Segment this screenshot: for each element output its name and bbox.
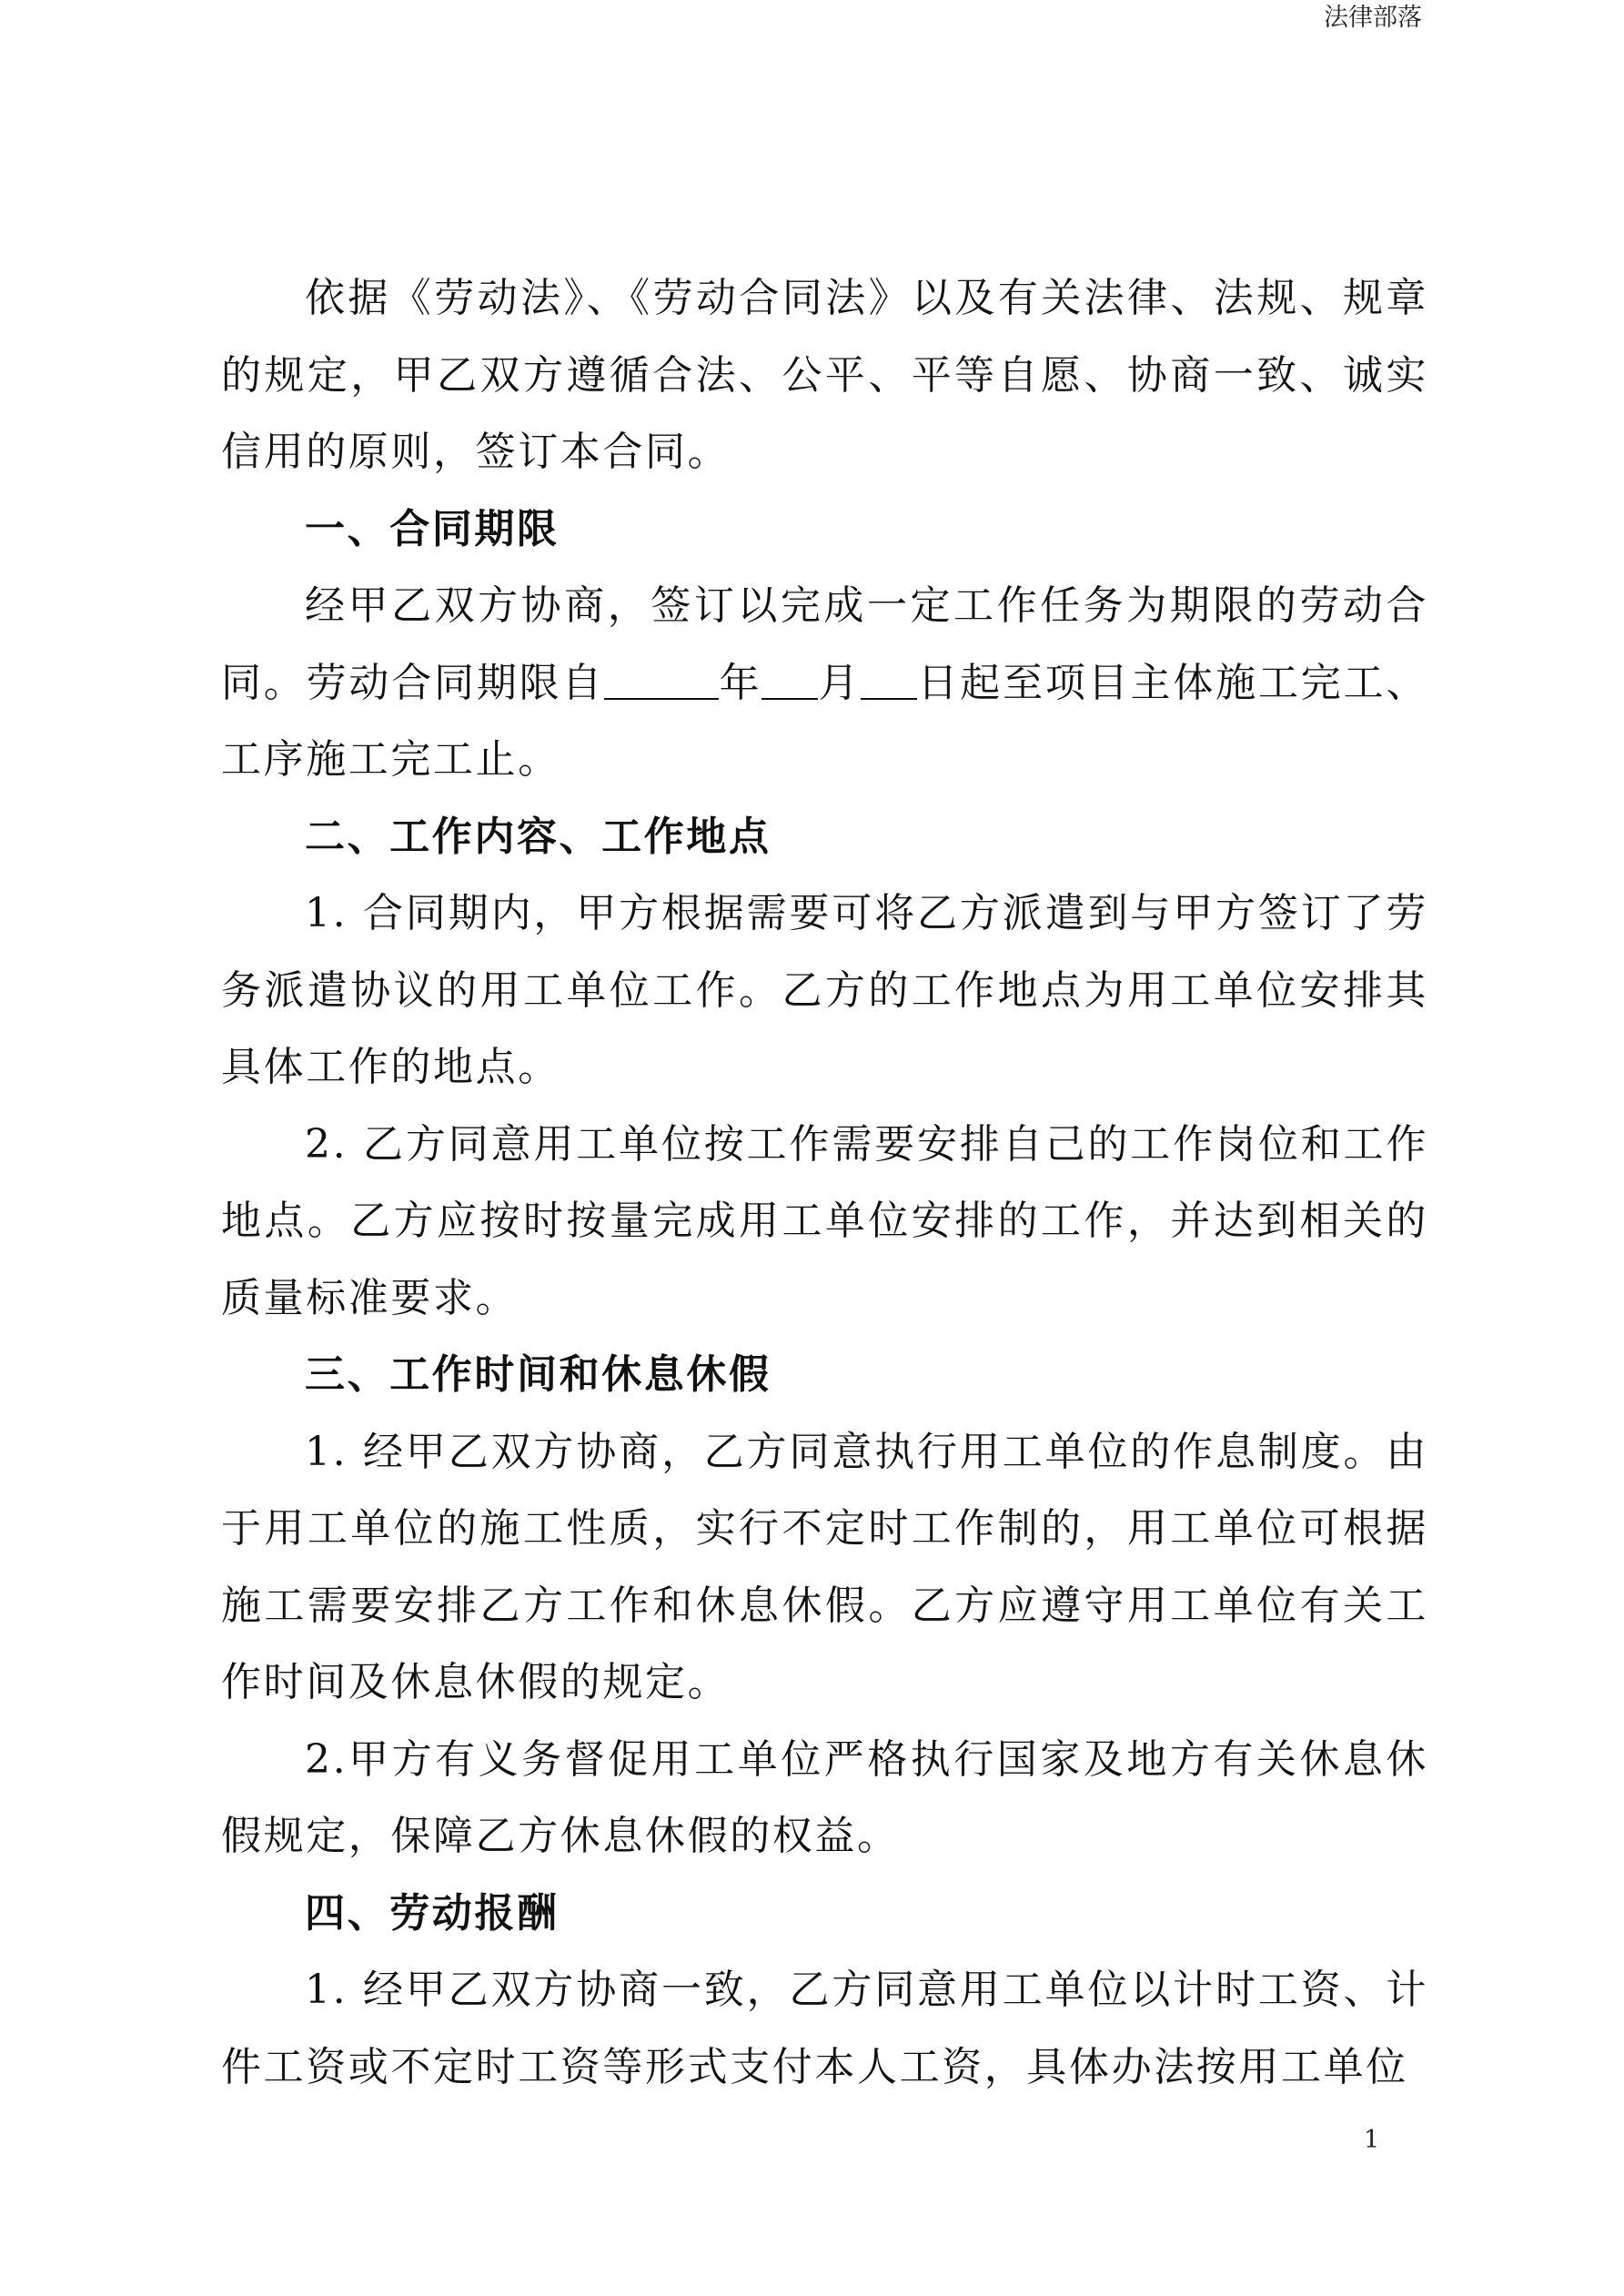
contract-term-paragraph bbox=[221, 568, 1428, 799]
remuneration-item-1: 1. 经甲乙双方协商一致，乙方同意用工单位以计时工资、计件工资或不定时工资等形式支付本人工资，具体办法按用工单位 bbox=[221, 1967, 1428, 2090]
contract-term-text-part1: 经甲乙双方协商，签订以完成一定工作任务为期限的劳动合同。劳动合同期限自 bbox=[221, 582, 1428, 706]
year-label: 年 bbox=[719, 659, 762, 706]
section-title-working-hours-rest: 三、工作时间和休息休假 bbox=[305, 1351, 772, 1398]
month-blank-field[interactable] bbox=[762, 645, 818, 700]
page-number: 1 bbox=[1364, 2126, 1380, 2154]
working-hours-item-1: 1. 经甲乙双方协商，乙方同意执行用工单位的作息制度。由于用工单位的施工性质，实行不定时工作制的，用工单位可根据施工需要安排乙方工作和休息休假。乙方应遵守用工单位有关工作时间及休息休假的规定。 bbox=[221, 1428, 1428, 1705]
day-blank-field[interactable] bbox=[861, 645, 917, 700]
year-blank-field[interactable] bbox=[604, 645, 719, 700]
work-content-item-2: 2. 乙方同意用工单位按工作需要安排自己的工作岗位和工作地点。乙方应按时按量完成用工单位安排的工作，并达到相关的质量标准要求。 bbox=[221, 1120, 1428, 1321]
section-title-work-content-location: 二、工作内容、工作地点 bbox=[305, 813, 772, 860]
section-title-contract-term: 一、合同期限 bbox=[305, 505, 560, 552]
section-title-remuneration: 四、劳动报酬 bbox=[305, 1889, 560, 1937]
contract-term-text-part2: 日起至项目主体施工完工、工序施工完工止。 bbox=[221, 659, 1428, 783]
contract-body bbox=[221, 260, 1428, 2106]
header-site-name: 法律部落 bbox=[1324, 4, 1422, 32]
work-content-item-1: 1. 合同期内，甲方根据需要可将乙方派遣到与甲方签订了劳务派遣协议的用工单位工作。乙方的工作地点为用工单位安排其具体工作的地点。 bbox=[221, 890, 1428, 1090]
intro-paragraph: 依据《劳动法》、《劳动合同法》以及有关法律、法规、规章的规定，甲乙双方遵循合法、公平、平等自愿、协商一致、诚实信用的原则，签订本合同。 bbox=[221, 275, 1428, 475]
working-hours-item-2: 2.甲方有义务督促用工单位严格执行国家及地方有关休息休假规定，保障乙方休息休假的权益。 bbox=[221, 1735, 1428, 1859]
month-label: 月 bbox=[818, 659, 862, 706]
